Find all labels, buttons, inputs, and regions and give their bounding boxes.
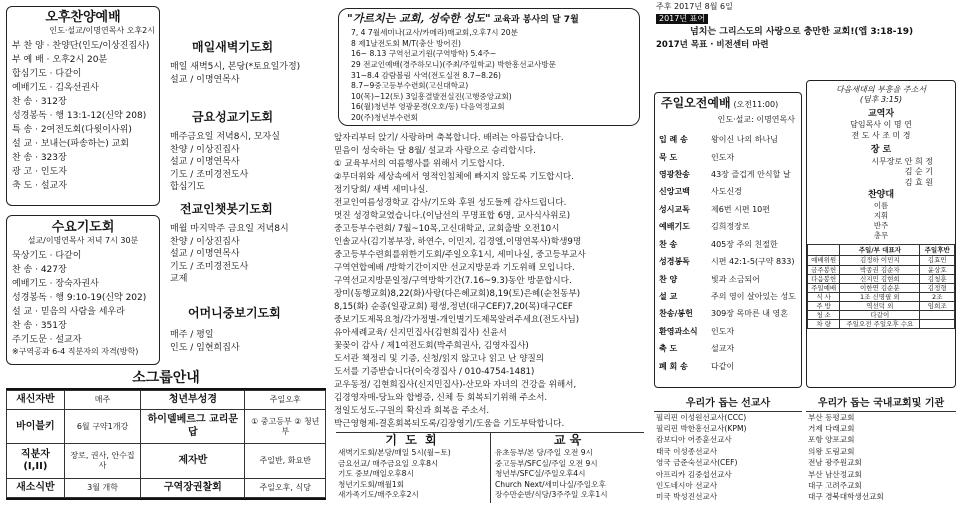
domestic-title: 우리가 돕는 국내교회및 기관: [806, 398, 956, 412]
news-item: 정기당회/ 새벽 세미나실.: [334, 185, 429, 195]
education-item: 유초등부/본 당/주일 오전 9시: [495, 448, 593, 457]
friday-prayer-item: 매주금요일 저녁8시, 모자실: [170, 132, 280, 142]
news-item: ① 교육부서의 여름행사를 위해서 기도합시다.: [334, 159, 505, 169]
smallgroup-cell: 새소식반: [7, 478, 65, 497]
afternoon-worship-box: [6, 6, 160, 206]
education-item: Church Next/세미나실/주일오후: [495, 479, 606, 489]
side-table-cell: [920, 311, 955, 320]
smallgroup-row: [7, 391, 326, 410]
choir-head: 총무: [873, 231, 889, 241]
daily-prayer: [166, 40, 326, 87]
news-item: 장미(동행교회)8,22(화)사랑(다은헤교회)8,19(토)은혜(순천동부): [334, 289, 581, 299]
elder-line: 김 순 기: [904, 167, 933, 176]
news-item: 유아세례교육/ 신지민집사(김현희집사) 신윤서: [334, 328, 507, 338]
domestic-item: 대구 고려주교회: [808, 480, 862, 490]
worship-leader: 인도·설교: 이명연목사: [717, 115, 795, 125]
news-item: 정일도성도-구원의 확신과 회복을 주소서.: [334, 406, 490, 416]
missionary-item: 아프리카 김중섭선교사: [656, 469, 732, 479]
order-label: 설 교: [659, 291, 678, 301]
worship-time: (오전11:00): [733, 100, 779, 109]
bulletin-date: 주후 2017년 8월 6일: [656, 2, 733, 11]
mothers-prayer: [166, 306, 326, 355]
domestic-item: 전남 광주원교회: [808, 458, 862, 468]
church-info-box: [806, 80, 956, 388]
order-value: 405장 주의 친절한: [711, 239, 778, 249]
order-label: 입 례 송: [659, 135, 688, 145]
afternoon-order-item: 성경봉독 · 행 13:1-12(신약 208): [12, 111, 147, 122]
afternoon-order-item: 축 도 · 설교자: [12, 181, 67, 192]
theme-line: 16(월)청년부 영광문경(오호/동) 다음역정교회: [351, 102, 505, 112]
order-value: 시편 42:1-5(구약 833): [711, 257, 795, 267]
smallgroup-cell: 주일오후, 식당: [245, 478, 326, 497]
afternoon-order-item: 설 교 · 보내는(파송하는) 교회: [12, 139, 129, 150]
order-value: 제6번 시편 10편: [711, 204, 770, 214]
worship-order-item: [659, 340, 799, 357]
worship-order-item: [659, 253, 799, 270]
worship-order-item: [659, 271, 799, 288]
order-label: 찬 송: [659, 239, 678, 249]
order-label: 환영과소식: [659, 326, 698, 336]
order-value: 사도신경: [711, 187, 742, 197]
side-table-cell: 윤상호: [920, 265, 955, 274]
worship-order-item: [659, 305, 799, 322]
side-table-cell: 박종권 김순자: [840, 265, 920, 274]
domestic-item: 부산 동평교회: [808, 412, 855, 422]
missionary-item: 캄보디아 어종훈선교사: [656, 435, 732, 445]
domestic-item: 거제 다래교회: [808, 423, 855, 433]
side-table-cell: 주 방: [808, 302, 840, 311]
order-label: 묵 도: [659, 152, 678, 162]
afternoon-order-item: 찬 송 · 323장: [12, 153, 67, 164]
education-item: 청년부/SFC실/주일오후4시: [495, 469, 586, 478]
news-item: 구역선교지방문일정/구역방학기간(7.16~9.3)동안 방문합시다.: [334, 276, 572, 286]
choir-head: 반주: [873, 221, 889, 231]
order-value: 309장 목마른 내 영혼: [711, 309, 788, 319]
order-value: 다같이: [711, 361, 735, 371]
worship-order-item: [659, 183, 799, 200]
news-item: 교우동정/ 김현희집사(신지민집사)-산모와 자녀의 건강을 위해서,: [334, 380, 577, 390]
order-value: 인도자: [711, 326, 735, 336]
minister-line: 담임목사 이 명 연: [850, 120, 912, 130]
smallgroup-cell: 매주: [64, 391, 140, 410]
smallgroup-title: 소그룹안내: [132, 370, 200, 386]
afternoon-title: 오후찬양예배: [45, 10, 121, 25]
daily-prayer-item: 매일 새벽5시, 본당(*토요일가정): [170, 62, 301, 72]
choir-label: 찬양대: [867, 190, 895, 200]
theme-box: [338, 8, 640, 126]
side-table-cell: 김청훈: [920, 274, 955, 283]
theme-line: 31~8.4 감람볼림 사역(전도실전 8.7~8.26): [351, 70, 501, 80]
theme-line: 20(주)청년부수련회: [351, 113, 418, 122]
missionary-item: 인도네시아 선교사: [656, 480, 718, 490]
news-item: 중고등부수련회/ 7월~10목,고신대학교, 교회출발 오전10시: [334, 224, 560, 234]
domestic-item: 부산 남산정교회: [808, 469, 862, 479]
all-church-prayer: [166, 202, 326, 286]
smallgroup-cell: 제자반: [141, 444, 245, 478]
nat-prayer-item: 찬양 / 이상진집사: [170, 236, 240, 247]
daily-prayer-item: 설교 / 이명연목사: [170, 75, 240, 85]
afternoon-order-item: 합심기도 · 다같이: [12, 69, 82, 80]
worship-order-item: [659, 323, 799, 340]
choir-head: 지휘: [873, 211, 889, 221]
smallgroup-cell: 청년부성경: [141, 391, 245, 410]
elder-line: 김 효 원: [904, 177, 933, 187]
side-table-cell: 김효민: [920, 256, 955, 265]
afternoon-order-item: 부 찬 양 · 찬양단(인도/이상진집사): [12, 41, 150, 52]
minister-label: 교역자: [867, 109, 895, 119]
prayer-meeting-item: 새벽기도회/본당/매일 5시(월~토): [338, 448, 451, 457]
news-item: 구역연합예배 /방학기간이지만 선교지방문과 기도위해 모입니다.: [334, 263, 575, 273]
worship-order-item: [659, 358, 799, 375]
news-item: 전교인여름성경학교 감사/기도와 후원 성도들께 감사드립니다.: [334, 198, 567, 208]
wednesday-order-item: 찬 송 · 427장: [12, 265, 67, 276]
worship-order-item: [659, 218, 799, 235]
order-label: 찬 양: [659, 274, 678, 284]
prayer-meeting-item: 새가족기도/매주오후2시: [338, 490, 419, 499]
smallgroup-cell: 하이델베르그 교리문답: [141, 410, 245, 444]
mom-title: 어머니중보기도회: [188, 306, 281, 320]
right-column: [650, 0, 960, 506]
choir-head: 이름: [873, 201, 889, 211]
afternoon-order-item: 예배기도 · 김옥선권사: [12, 83, 99, 94]
side-table-head: [808, 245, 840, 256]
order-value: 빛과 소금되어: [711, 274, 760, 284]
order-label: 성시교독: [659, 204, 690, 214]
daily-title: 매일새벽기도회: [192, 40, 274, 54]
missionary-item: 태국 이성종선교사: [656, 446, 718, 456]
theme-line: 29 전교인예배(경주하모니)(주최/주일학교) 박한흥선교사방문: [351, 60, 556, 70]
smallgroup-cell: 3월 개학: [64, 478, 140, 497]
smallgroup-cell: 바이블키: [7, 410, 65, 444]
elder-label: 장 로: [870, 145, 892, 156]
friday-prayer-item: 찬양 / 이상진집사: [170, 144, 240, 155]
order-value: 왕이신 나의 하나님: [711, 135, 778, 145]
afternoon-order-item: 부 예 배 · 오후2시 20분: [12, 55, 108, 66]
friday-prayer: [166, 110, 326, 194]
friday-prayer-item: 설교 / 이명연목사: [170, 157, 240, 167]
schedule-area: [336, 432, 644, 502]
worship-order-item: [659, 166, 799, 183]
smallgroup-cell: 구역장권찰회: [141, 478, 245, 497]
order-label: 예배기도: [659, 222, 690, 232]
prayer-meeting-item: 기도 중보/매일오후8시: [338, 469, 414, 478]
order-label: 영광찬송: [659, 170, 690, 180]
smallgroup-row: [7, 410, 326, 444]
side-table-cell: 금주봉헌: [808, 265, 840, 274]
theme-title: "가르치는 교회, 성숙한 성도": [347, 12, 491, 25]
side-table-cell: 이한연 김순분: [840, 283, 920, 292]
order-value: 43장 즐겁게 안식할 날: [711, 170, 791, 180]
order-label: 축 도: [659, 344, 678, 354]
smallgroup-cell: 직분자(I,II): [7, 444, 65, 478]
friday-title: 금요성교기도회: [192, 110, 274, 124]
afternoon-sub: 인도·설교/이명연목사 오후2시: [49, 26, 155, 36]
domestic-item: 포항 양포교회: [808, 435, 855, 445]
elder-line: 시무장로 안 희 정: [871, 156, 933, 166]
side-table-cell: 신지민 김현희: [840, 274, 920, 283]
worship-order-item: [659, 288, 799, 305]
news-item: 중고등부수련회를위한기도회/주일오후1시, 세미나실, 중고등부교사: [334, 250, 586, 260]
theme-line: 8 제1날전도회 M/T(충산 방어진): [351, 38, 461, 48]
theme-line: 7, 4 7월세미나(교사/카메라)매교회,오후7시 20분: [351, 28, 518, 38]
order-value: 주의 영이 살아있는 성도: [711, 291, 796, 301]
prayer-meeting-item: 금요선교/ 매주금요일 오후8시: [338, 458, 439, 468]
side-table-cell: 김정하 이민지: [840, 256, 920, 265]
order-value: 김희정장로: [711, 222, 750, 232]
domestic-item: 의왕 도림교회: [808, 446, 855, 456]
nat-prayer-item: 설교 / 이명연목사: [170, 249, 240, 259]
wednesday-order-item: 예배기도 · 장숙자권사: [12, 279, 99, 290]
news-item: 도서관 책정리 및 기증, 신청/읽지 않고나 읽고 난 양질의: [334, 354, 545, 364]
goal: 2017년 목표 · 비전센터 마련: [656, 40, 769, 50]
news-item: 김경영자매-당뇨와 합병증, 신체 등 회복되기위해 주소서.: [334, 393, 548, 403]
education-item: 장수만순반/식당/3주주일 오후1시: [495, 490, 608, 499]
theme-line: 10(목)~12(토) 3일흥결발전실진(고행중앙교회): [351, 91, 512, 101]
missionary-item: 필리핀 이성원선교사(CCC): [656, 412, 747, 422]
order-value: 설교자: [711, 344, 735, 354]
domestic-item: 대구 경북대학생선교회: [808, 492, 884, 502]
wednesday-order-item: 묵상기도 · 다같이: [12, 251, 82, 262]
wednesday-order-item: 찬 송 · 351장: [12, 321, 67, 332]
worship-order-item: [659, 131, 799, 148]
wednesday-order-item: 설 교 · 믿음의 사람을 세우라: [12, 307, 125, 318]
theme-suffix: 교육과 봉사의 달 7월: [493, 15, 579, 25]
news-item: 8,15(화) 순종(일광교회) 평생,정년(대구CEF)7,20(목)대구CEF: [334, 302, 573, 312]
order-label: 성경봉독: [659, 257, 690, 267]
side-table-cell: 식 사: [808, 292, 840, 301]
worship-title: 주일오전예배: [661, 96, 731, 110]
education-item: 중고등부/SFC실/주일 오전 9시: [495, 458, 598, 468]
wednesday-order-item: 주기도문 · 설교자: [12, 335, 82, 346]
side-table-head: 주일/부 대표자: [840, 245, 920, 256]
missionary-item: 영국 금준숙선교사(CEF): [656, 458, 738, 468]
worship-order-item: [659, 236, 799, 253]
side-table-cell: 임희조: [920, 302, 955, 311]
side-table-cell: 주일예배: [808, 283, 840, 292]
morning-worship-box: [654, 92, 802, 388]
smallgroup-cell: ① 중고등부 ② 청년부: [245, 410, 326, 444]
middle-column: [332, 0, 648, 506]
side-table-cell: 1조 신명필 외: [840, 292, 920, 301]
prayer-meeting-item: 청년기도회/매월1회: [338, 479, 405, 489]
side-table-head: 주일후반: [920, 245, 955, 256]
nat-prayer-item: 매월 마지막주 금요일 저녁8시: [170, 224, 289, 234]
side-table-cell: 김정형: [920, 283, 955, 292]
friday-prayer-item: 기도 / 조미경전도사: [170, 169, 249, 180]
domestic-section: [806, 398, 956, 503]
wednesday-order-item: 성경봉독 · 행 9:10-19(신약 202): [12, 293, 147, 304]
wednesday-sub: 설교/이명연목사 저녁 7시 30분: [27, 236, 139, 246]
afternoon-order-item: 찬 송 · 312장: [12, 97, 67, 108]
side-table-cell: [920, 320, 955, 329]
worship-order-item: [659, 149, 799, 166]
side-table-cell: 역선덕 외: [840, 302, 920, 311]
mom-prayer-item: 인도 / 임현희집사: [170, 343, 240, 353]
afternoon-order-item: 광 고 · 인도자: [12, 167, 67, 178]
edu-title: 교 육: [553, 433, 582, 447]
order-label: 폐 회 송: [659, 361, 688, 371]
nat-prayer-item: 기도 / 조미경전도사: [170, 261, 249, 272]
theme-line: 8.7~9중고등부수련회(고신대학교): [351, 81, 469, 91]
mission-title: 우리가 돕는 선교사: [654, 398, 802, 412]
wednesday-note: ※구역공과 6-4 직분자의 자격(방학): [12, 347, 139, 357]
news-item: 믿음이 성숙하는 달 8월/ 설교과 사랑으로 승리합시다.: [334, 146, 536, 156]
missionary-item: 필리핀 박한흥선교사(KPM): [656, 423, 747, 433]
smallgroup-table: [6, 388, 326, 500]
news-item: 박근영형제-결혼회복되도록/김장영기/도움을 기도부탁합니다.: [334, 419, 565, 429]
side-table-cell: 다같이: [840, 311, 920, 320]
theme-line: 16~ 8.13 구역선교기원(구역방학) 5.4주~: [351, 49, 497, 59]
wednesday-prayer-box: [6, 215, 160, 365]
smallgroup-cell: 장로, 권사, 안수집사: [64, 444, 140, 478]
mom-prayer-item: 매주 / 평일: [170, 330, 214, 340]
smallgroup-cell: 새신자반: [7, 391, 65, 410]
order-label: 찬송/봉헌: [659, 309, 693, 319]
smallgroup-cell: 6월 구약1개강: [64, 410, 140, 444]
side-table-cell: 청 소: [808, 311, 840, 320]
news-item: 멋진 성경학교였습니다.(이남선의 무명표합 6명, 교사식사위로): [334, 211, 571, 221]
news-item: 도서를 기증받습니다(이숙경집사 / 010-4754-1481): [334, 367, 535, 377]
order-value: 인도자: [711, 152, 735, 162]
greet: 다음세대의 부흥을 주소서: [835, 85, 927, 94]
worship-order-item: [659, 201, 799, 218]
wednesday-title: 수요기도회: [51, 220, 115, 235]
nat-title: 전교인챗봇기도회: [180, 202, 273, 216]
news-item: 꽃꽂이 감사 / 제1여전도회(박주희권사, 김영자집사): [334, 341, 529, 351]
smallgroup-row: [7, 478, 326, 497]
year-label: 2017년 표어: [656, 14, 708, 24]
side-table-cell: 다음봉헌: [808, 274, 840, 283]
smallgroup-cell: 주일오후: [245, 391, 326, 410]
missionary-section: [654, 398, 802, 503]
left-column: [0, 0, 330, 506]
news-item: ②무더위와 세상속에서 영적인침체에 빠지지 않도록 기도합시다.: [334, 172, 574, 182]
friday-prayer-item: 합심기도: [170, 182, 205, 192]
side-table-cell: 차 량: [808, 320, 840, 329]
side-table-cell: 주일오전 주일오후 수요: [840, 320, 920, 329]
smallgroup-row: [7, 444, 326, 478]
prayer-title: 기 도 회: [385, 433, 439, 447]
greet-ref: (딤후 3:15): [859, 95, 903, 104]
afternoon-order-item: 특 송 · 2여전도회(다윗이사위): [12, 125, 132, 136]
side-table-cell: 예배위원: [808, 256, 840, 265]
news-item: 앞자리부터 앉기/ 사랑하며 축복합니다. 배려는 아름답습니다.: [334, 133, 564, 143]
news-item: 인솔교사(김기봉부장, 하연수, 이민지, 김경엘,이명연목사)학생9명: [334, 237, 582, 247]
order-label: 신앙고백: [659, 187, 690, 197]
missionary-item: 미국 박성진선교사: [656, 492, 718, 502]
nat-prayer-item: 교제: [170, 274, 188, 284]
smallgroup-cell: 주일반, 화요반: [245, 444, 326, 478]
motto: 넘치는 그리스도의 사랑으로 충만한 교회!(엡 3:18-19): [690, 27, 914, 37]
side-table-cell: 2조: [920, 292, 955, 301]
news-item: 중보기도제목요청/각가정별-개인별기도제목알려주세요(전도사님): [334, 315, 580, 325]
minister-line: 전 도 사 조 미 경: [851, 130, 911, 140]
